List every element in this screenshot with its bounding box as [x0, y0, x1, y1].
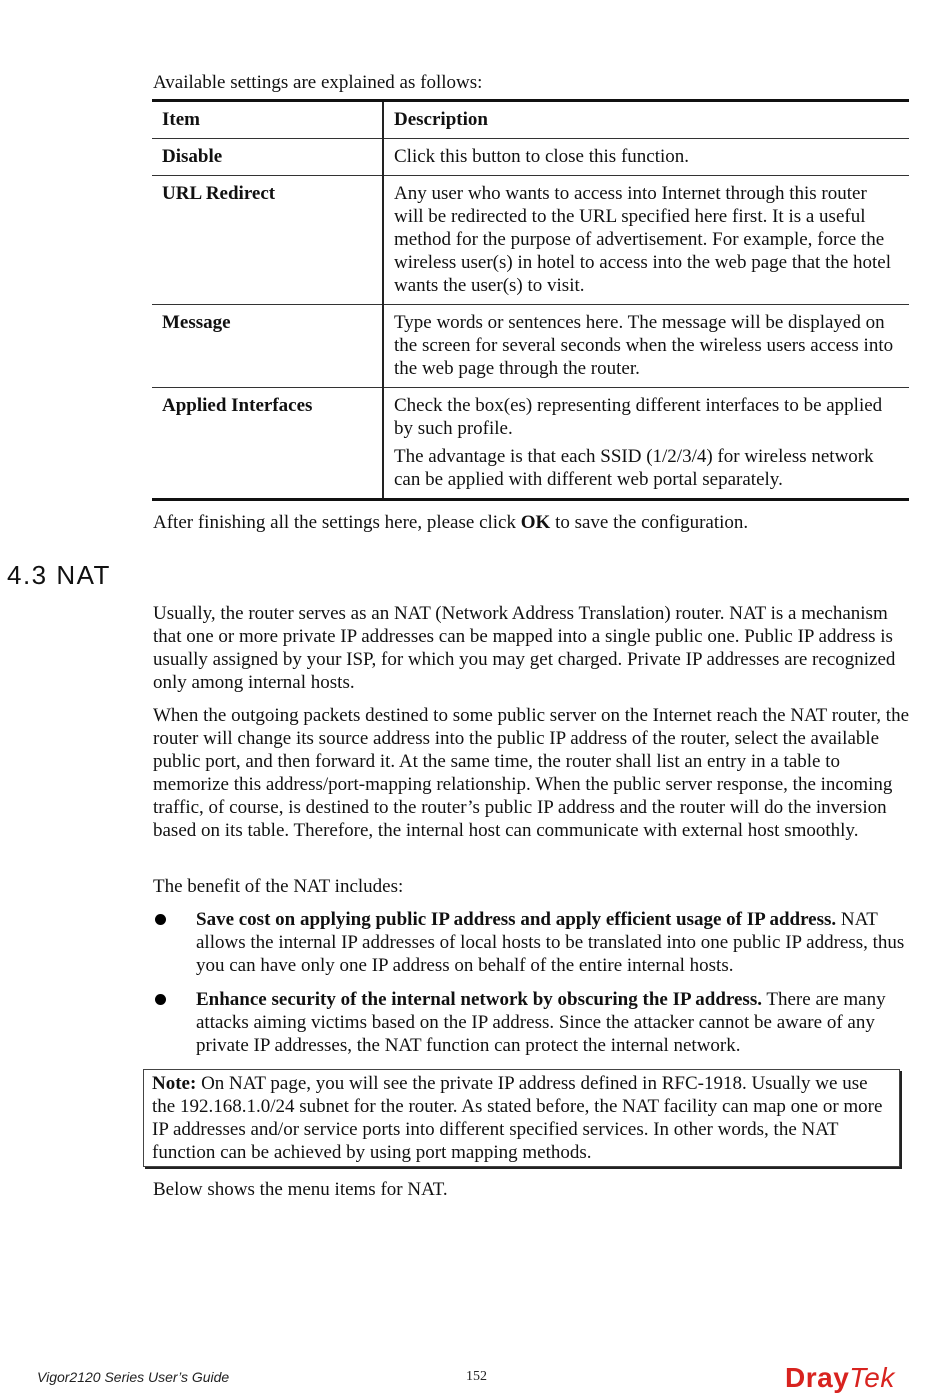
row-description — [383, 139, 909, 176]
table-row — [152, 139, 909, 176]
settings-table — [152, 99, 909, 501]
logo-part: Tek — [849, 1362, 895, 1393]
benefit-list — [153, 908, 913, 1068]
bullet-icon — [155, 994, 166, 1005]
intro-text: Available settings are explained as follows: — [153, 72, 483, 93]
ok-emphasis: OK — [520, 512, 551, 533]
table-row — [152, 388, 909, 500]
text-span: to save the configuration. — [550, 512, 749, 533]
footer-guide-title: Vigor2120 Series User’s Guide — [37, 1369, 230, 1385]
row-description — [383, 388, 909, 500]
description-text: Check the box(es) representing different interfaces to be applied by such profile. — [394, 395, 883, 439]
row-item: Message — [152, 305, 383, 388]
logo-part: Dray — [785, 1362, 850, 1393]
header-description: Description — [383, 101, 909, 139]
row-item: Applied Interfaces — [152, 388, 383, 500]
page-number: 152 — [466, 1369, 487, 1384]
section-heading: 4.3 NAT — [7, 560, 111, 590]
description-text: Type words or sentences here. The message will be displayed on the screen for several seconds when the wireless users access into the web page through the router. — [394, 312, 894, 379]
note-label: Note: — [152, 1073, 197, 1094]
description-text: Click this button to close this function. — [394, 146, 690, 167]
row-item: URL Redirect — [152, 176, 383, 305]
paragraph: The benefit of the NAT includes: — [153, 876, 404, 897]
table-row — [152, 305, 909, 388]
row-description — [383, 176, 909, 305]
row-item: Disable — [152, 139, 383, 176]
after-settings-text — [153, 511, 748, 534]
text-span: After finishing all the settings here, please click — [153, 512, 521, 533]
note-box — [143, 1069, 900, 1167]
draytek-logo — [785, 1362, 895, 1394]
bullet-heading: Enhance security of the internal network by obscuring the IP address. — [196, 989, 762, 1010]
note-text: On NAT page, you will see the private IP address defined in RFC-1918. Usually we use the 192.168.1.0/24 subnet for the router. As stated before, the NAT facility can map one or more IP addresses and/or service ports into different specified services. In other words, the NAT function can be achieved by using port mapping methods. — [152, 1073, 883, 1163]
table-header-row — [152, 101, 909, 139]
description-text: Any user who wants to access into Internet through this router will be redirected to the URL specified here first. It is a useful method for the purpose of advertisement. For example, force the wireless user(s) in hotel to access into the web page that the hotel wants the user(s) to visit. — [394, 183, 892, 296]
list-item — [153, 908, 913, 977]
header-item: Item — [152, 101, 383, 139]
list-item — [153, 988, 913, 1057]
row-description — [383, 305, 909, 388]
bullet-icon — [155, 914, 166, 925]
bullet-heading: Save cost on applying public IP address and apply efficient usage of IP address. — [196, 909, 837, 930]
bullet-text: There are many attacks aiming victims based on the IP address. Since the attacker cannot be aware of any private IP addresses, the NAT function can protect the internal network. — [196, 989, 886, 1056]
bullet-text: NAT allows the internal IP addresses of local hosts to be translated into one public IP address, thus you can have only one IP address on behalf of the entire internal hosts. — [196, 909, 905, 976]
paragraph: When the outgoing packets destined to some public server on the Internet reach the NAT router, the router will change its source address into the public IP address of the router, select the available public port, and then forward it. At the same time, the router shall list an entry in a table to memorize this address/port-mapping relationship. When the public server response, the incoming traffic, of course, is destined to the router’s public IP address and the router will do the inversion based on its table. Therefore, the internal host can communicate with external host smoothly. — [153, 705, 910, 841]
description-text: The advantage is that each SSID (1/2/3/4) for wireless network can be applied with different web portal separately. — [394, 446, 874, 490]
paragraph: Below shows the menu items for NAT. — [153, 1179, 448, 1200]
table-row — [152, 176, 909, 305]
paragraph: Usually, the router serves as an NAT (Network Address Translation) router. NAT is a mechanism that one or more private IP addresses can be mapped into a single public one. Public IP address is usually assigned by your ISP, for which you may get charged. Private IP addresses are recognized only among internal hosts. — [153, 603, 896, 693]
